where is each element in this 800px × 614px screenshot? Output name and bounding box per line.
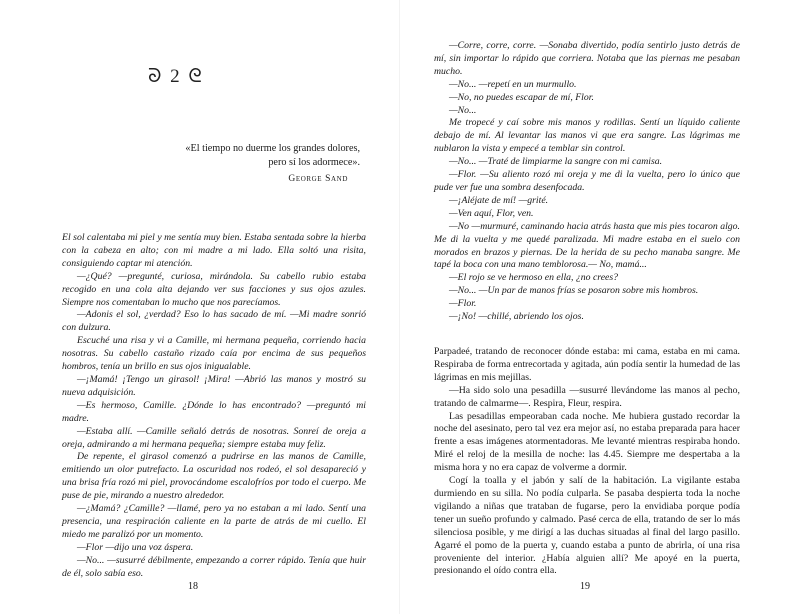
- paragraph: —Estaba allí. —Camille señaló detrás de nosotras. Sonreí de oreja a oreja, admirando a mi hermana pequeña; siempre estaba muy feliz.: [62, 425, 366, 450]
- paragraph: —Flor —dijo una voz áspera.: [77, 541, 194, 553]
- page-number: 18: [188, 581, 198, 592]
- paragraph: Cogí la toalla y el jabón y salí de la habitación. La vigilante estaba durmiendo en su silla. No podía culparla. Se pasaba despierta toda la noche vigilando a niñas que trataban de fugarse, pero la envidiaba porque podía tener un sueño profundo y calmado. Pasé cerca de ella, tratando de ser lo más silenciosa posible, y me dirigí a las duchas situadas al final del largo pasillo. Agarré el pomo de la puerta y, cuando estaba a punto de abrirla, oí una risa proveniente del interior. ¿Había alguien allí? Me apoyé en la puerta, presionando el oído contra ella.: [434, 475, 740, 577]
- epigraph-author: George Sand: [288, 174, 348, 184]
- paragraph: —Flor.: [449, 298, 477, 310]
- paragraph: —No, no puedes escapar de mí, Flor.: [449, 91, 594, 103]
- right-body-text-dream: [434, 40, 740, 324]
- paragraph: —No —murmuré, caminando hacia atrás hasta que mis pies tocaron algo. Me di la vuelta y me quedé paralizada. Mi madre estaba en el suelo con morados en brazos y piernas. De la herida de su pecho manaba sangre. Me tapé la boca con una mano temblorosa.— No, mamá...: [434, 220, 740, 271]
- paragraph: —¡Mamá! ¡Tengo un girasol! ¡Mira! —Abrió las manos y mostró su nueva adquisición.: [62, 373, 366, 398]
- epigraph-line: «El tiempo no duerme los grandes dolores,: [185, 143, 360, 154]
- paragraph: —No... —susurré débilmente, empezando a correr rápido. Tenía que huir de él, solo sabía eso.: [62, 554, 366, 579]
- paragraph: —No...: [449, 104, 477, 116]
- paragraph: Las pesadillas empeoraban cada noche. Me hubiera gustado recordar la noche del asesinato, pero tal vez era mejor así, no estaba preparada para hacer frente a esas imágenes atormentadoras. Me levanté mientras respiraba hondo. Miré el reloj de la mesilla de noche: las 4.45. Siempre me despertaba a la misma hora y no era capaz de volverme a dormir.: [434, 410, 740, 474]
- paragraph: —No... —repetí en un murmullo.: [449, 78, 577, 90]
- chapter-heading: ᘐ 2 ᘓ: [148, 66, 204, 87]
- paragraph: —Ha sido solo una pesadilla —susurré llevándome las manos al pecho, tratando de calmarme—. Respira, Fleur, respira.: [434, 384, 740, 409]
- paragraph: —No... —Traté de limpiarme la sangre con mi camisa.: [449, 156, 663, 168]
- page-number: 19: [580, 581, 590, 592]
- paragraph: Parpadeé, tratando de reconocer dónde estaba: mi cama, estaba en mi cama. Respiraba de forma entrecortada y agitada, aún podía sentir la humedad de las lágrimas en mis mejillas.: [434, 346, 740, 383]
- paragraph: —Corre, corre, corre. —Sonaba divertido, podía sentirlo justo detrás de mí, sin importar lo rápido que corriera. Notaba que las piernas me pesaban mucho.: [434, 40, 740, 77]
- paragraph: —Es hermoso, Camille. ¿Dónde lo has encontrado? —preguntó mi madre.: [62, 399, 366, 424]
- paragraph: De repente, el girasol comenzó a pudrirse en las manos de Camille, emitiendo un olor putrefacto. La oscuridad nos rodeó, el sol desapareció y una brisa fría rozó mi piel, provocándome escalofríos por todo el cuerpo. Me puse de pie, mirando a nuestro alrededor.: [62, 451, 366, 502]
- paragraph: —El rojo se ve hermoso en ella, ¿no crees?: [449, 272, 619, 284]
- paragraph: El sol calentaba mi piel y me sentía muy bien. Estaba sentada sobre la hierba con la cabeza en alto; con mi madre a mi lado. Ella soltó una risita, consiguiendo captar mi atención.: [62, 232, 366, 269]
- paragraph: —Flor. —Su aliento rozó mi oreja y me di la vuelta, pero lo único que pude ver fue una sombra desenfocada.: [434, 169, 740, 193]
- right-page: [400, 0, 800, 614]
- right-body-text-awake: [434, 346, 740, 578]
- paragraph: —¿Qué? —pregunté, curiosa, mirándola. Su cabello rubio estaba recogido en una cola alta dejando ver sus facciones y sus ojos azules. Siempre nos comentaban lo mucho que nos parecíamos.: [62, 270, 366, 308]
- paragraph: —¿Mamá? ¿Camille? —llamé, pero ya no estaban a mi lado. Sentí una presencia, una respiración caliente en la parte de atrás de mi cuello. El miedo me paralizó por un momento.: [62, 503, 366, 540]
- epigraph: [178, 142, 360, 170]
- left-body-text: [62, 232, 366, 580]
- paragraph: —¡Aléjate de mí! —grité.: [449, 194, 549, 206]
- epigraph-line: pero sí los adormece».: [268, 157, 360, 168]
- paragraph: —No... —Un par de manos frías se posaron sobre mis hombros.: [449, 285, 699, 297]
- paragraph: —Adonis el sol, ¿verdad? Eso lo has sacado de mí. —Mi madre sonrió con dulzura.: [62, 309, 366, 334]
- paragraph: —Ven aquí, Flor, ven.: [449, 207, 534, 219]
- paragraph: Me tropecé y caí sobre mis manos y rodillas. Sentí un líquido caliente debajo de mí. Al levantar las manos vi que era sangre. Las lágrimas me nublaron la vista y empecé a temblar sin control.: [434, 117, 740, 155]
- paragraph: —¡No! —chillé, abriendo los ojos.: [449, 311, 584, 323]
- paragraph: Escuché una risa y vi a Camille, mi hermana pequeña, corriendo hacia nosotras. Su cabello castaño rizado caía por encima de sus pequeños hombros, tenía un brillo en sus ojos inigualable.: [62, 335, 366, 373]
